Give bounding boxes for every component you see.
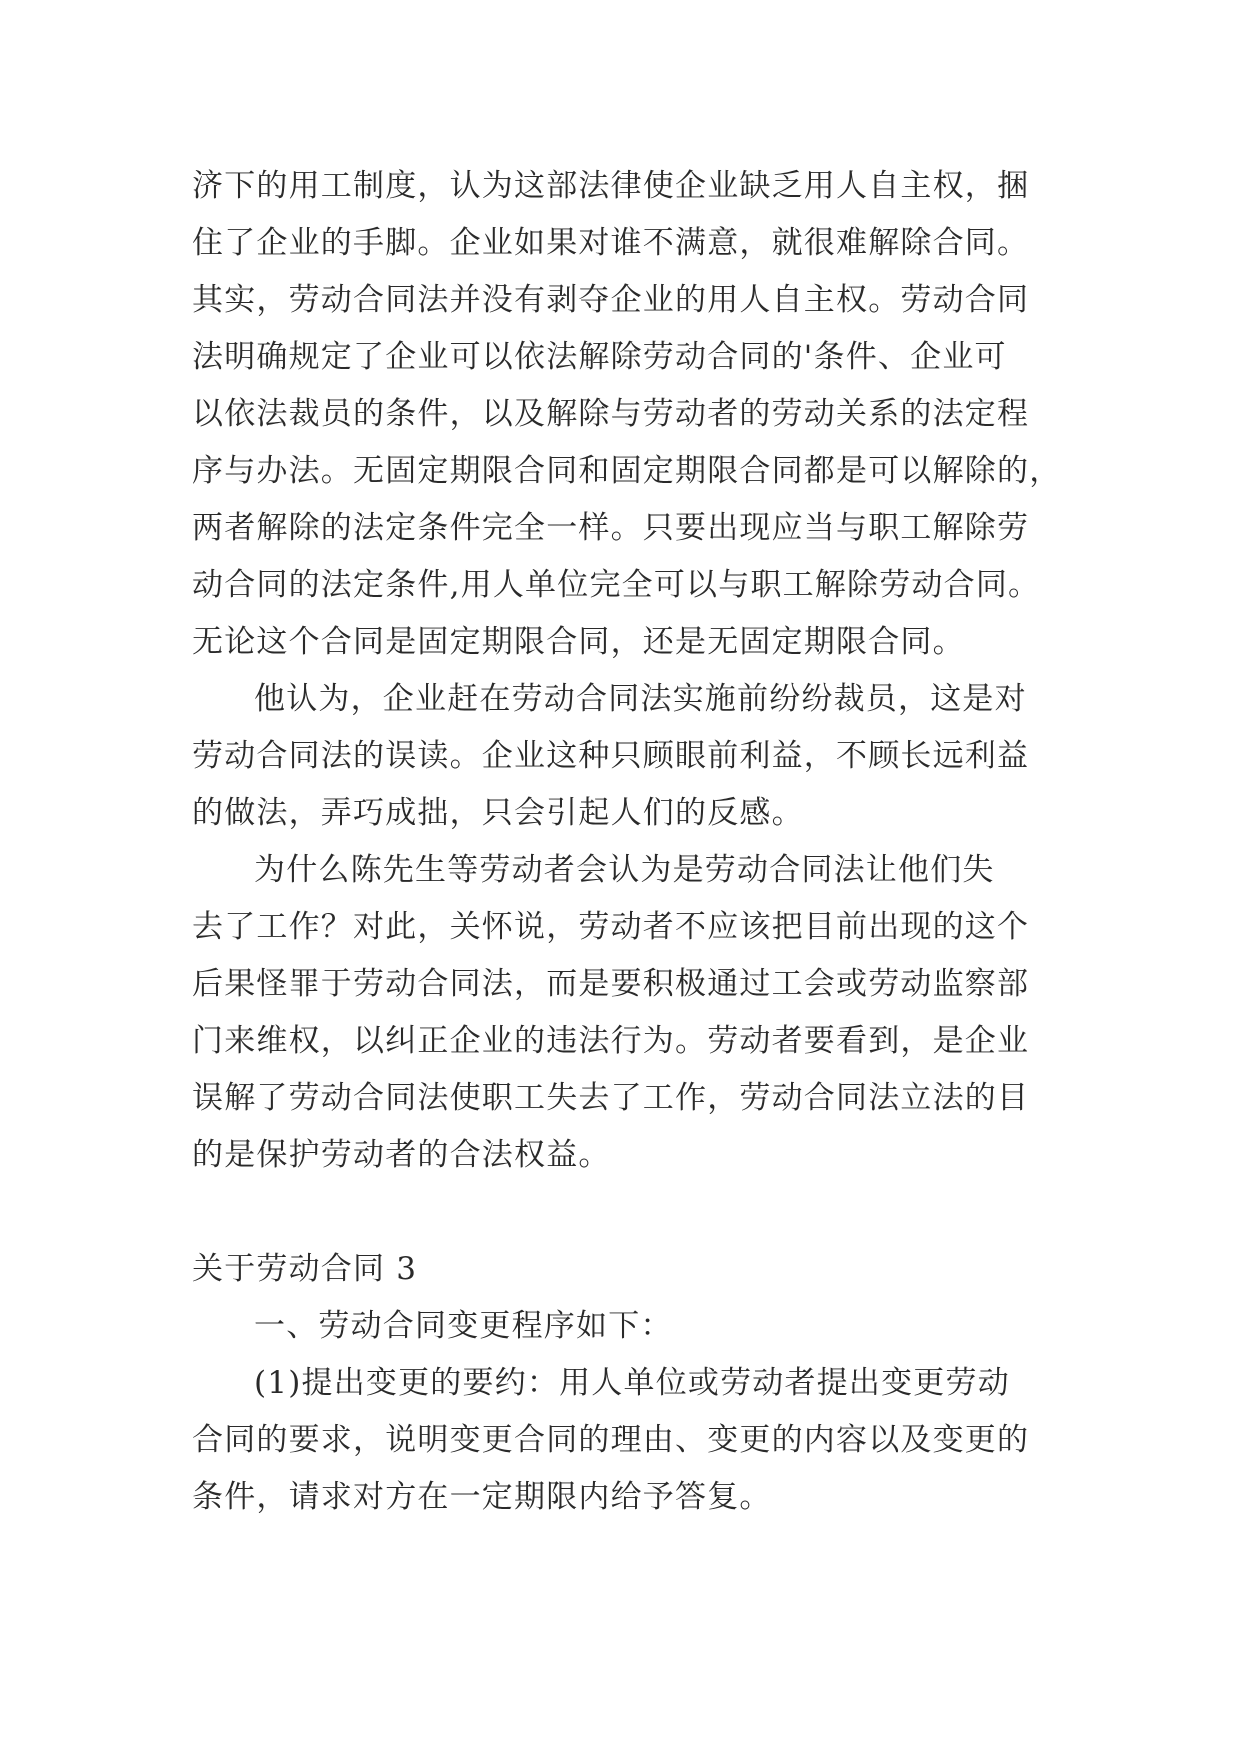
paragraph-start-line: 他认为，企业赶在劳动合同法实施前纷纷裁员，这是对: [254, 681, 1027, 717]
text-line: 误解了劳动合同法使职工失去了工作，劳动合同法立法的目: [192, 1080, 1030, 1116]
text-line: 其实，劳动合同法并没有剥夺企业的用人自主权。劳动合同: [192, 282, 1030, 318]
text-line: 序与办法。无固定期限合同和固定期限合同都是可以解除的，: [192, 453, 1062, 489]
paragraph-start-line: 一、劳动合同变更程序如下：: [254, 1308, 673, 1344]
text-line: 的是保护劳动者的合法权益。: [192, 1137, 611, 1173]
section-heading: 关于劳动合同 3: [192, 1251, 418, 1287]
text-line: 动合同的法定条件,用人单位完全可以与职工解除劳动合同。: [192, 567, 1041, 603]
text-line: 法明确规定了企业可以依法解除劳动合同的'条件、企业可: [192, 339, 1007, 375]
text-line: 门来维权，以纠正企业的违法行为。劳动者要看到，是企业: [192, 1023, 1030, 1059]
text-line: 的做法，弄巧成拙，只会引起人们的反感。: [192, 795, 804, 831]
text-line: 劳动合同法的误读。企业这种只顾眼前利益，不顾长远利益: [192, 738, 1030, 774]
text-line: 济下的用工制度，认为这部法律使企业缺乏用人自主权，捆: [192, 168, 1030, 204]
text-line: 合同的要求，说明变更合同的理由、变更的内容以及变更的: [192, 1422, 1030, 1458]
text-line: 去了工作？对此，关怀说，劳动者不应该把目前出现的这个: [192, 909, 1030, 945]
text-line: 住了企业的手脚。企业如果对谁不满意，就很难解除合同。: [192, 225, 1030, 261]
text-line: 以依法裁员的条件，以及解除与劳动者的劳动关系的法定程: [192, 396, 1030, 432]
paragraph-start-line: (1)提出变更的要约：用人单位或劳动者提出变更劳动: [254, 1365, 1010, 1401]
text-line: 无论这个合同是固定期限合同，还是无固定期限合同。: [192, 624, 965, 660]
text-line: 后果怪罪于劳动合同法，而是要积极通过工会或劳动监察部: [192, 966, 1030, 1002]
paragraph-start-line: 为什么陈先生等劳动者会认为是劳动合同法让他们失: [254, 852, 995, 888]
text-line: 两者解除的法定条件完全一样。只要出现应当与职工解除劳: [192, 510, 1030, 546]
text-line: 条件，请求对方在一定期限内给予答复。: [192, 1479, 772, 1515]
